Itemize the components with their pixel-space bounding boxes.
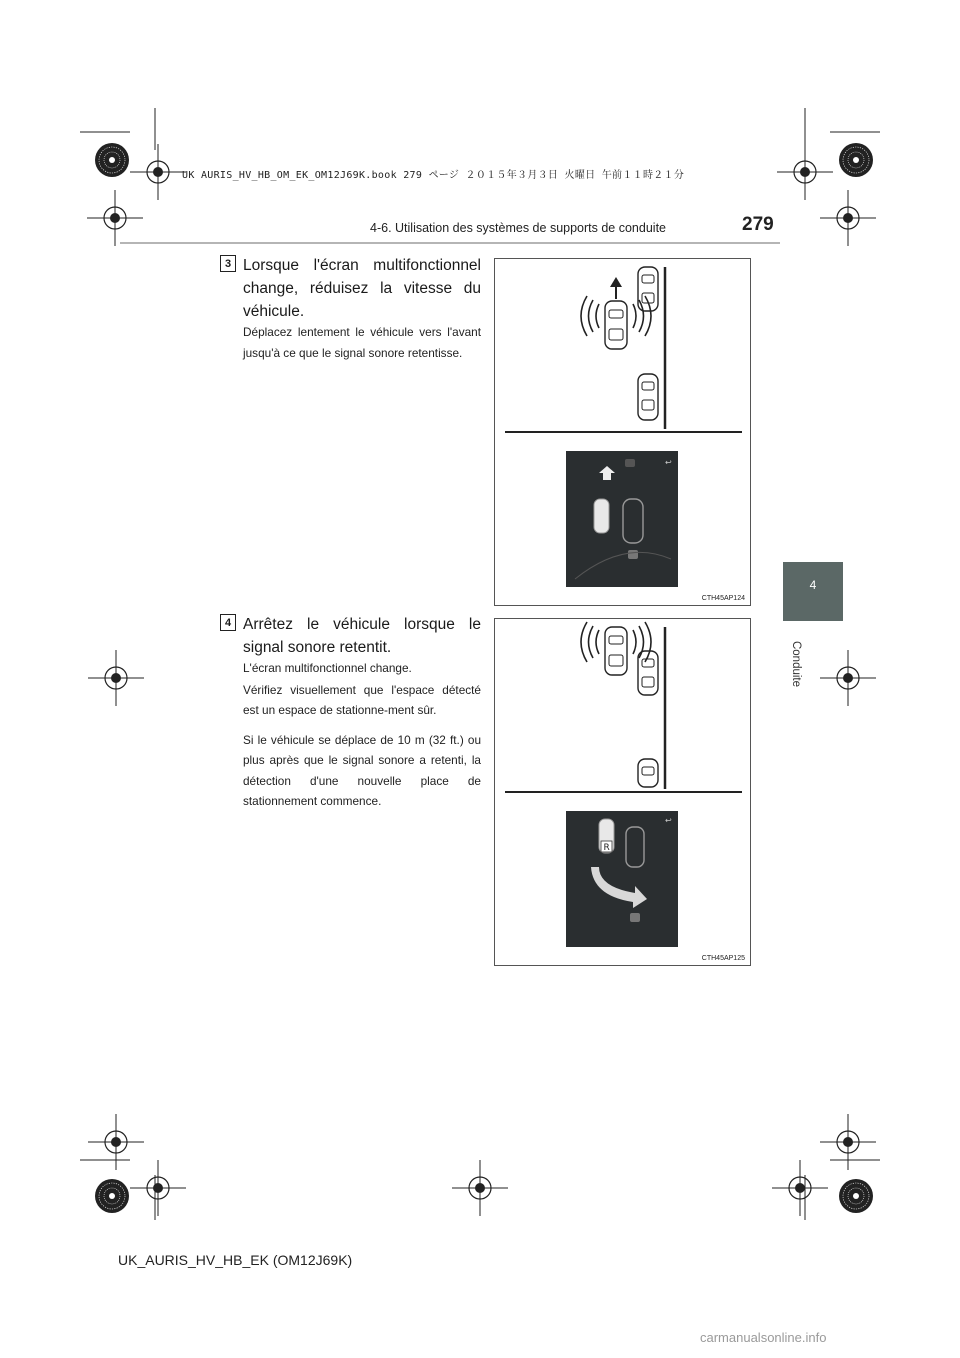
chapter-label: Conduite bbox=[790, 640, 802, 688]
svg-text:↩: ↩ bbox=[665, 458, 672, 467]
header-divider bbox=[120, 242, 780, 244]
step-title: Arrêtez le véhicule lorsque le signal sonore retentit. bbox=[243, 616, 481, 656]
step-paragraph: L'écran multifonctionnel change. bbox=[243, 661, 412, 675]
step-title: Lorsque l'écran multifonctionnel change, réduisez la vitesse du véhicule. bbox=[243, 257, 481, 320]
moving-car-icon bbox=[581, 296, 651, 349]
chapter-label-container bbox=[786, 640, 806, 700]
gear-indicator: R bbox=[603, 843, 610, 853]
model-code-footer: UK_AURIS_HV_HB_EK (OM12J69K) bbox=[118, 1252, 353, 1268]
parked-car-icon bbox=[638, 759, 658, 787]
multi-information-display bbox=[566, 811, 678, 947]
figure-code: CTH45AP124 bbox=[701, 595, 745, 602]
illustration-parking-stop bbox=[494, 618, 751, 966]
step-body bbox=[243, 658, 481, 821]
chapter-tab bbox=[783, 562, 843, 621]
section-title: 4-6. Utilisation des systèmes de supports de conduite bbox=[370, 221, 666, 235]
step-paragraph: Déplacez lentement le véhicule vers l'avant jusqu'à ce que le signal sonore retentisse. bbox=[243, 325, 481, 360]
multi-information-display bbox=[566, 451, 678, 587]
figure-code: CTH45AP125 bbox=[701, 955, 745, 962]
step-paragraph: Si le véhicule se déplace de 10 m (32 ft.) ou plus après que le signal sonore a retenti, la détection d'une nouvelle place de stationnement commence. bbox=[243, 732, 481, 808]
parking-diagram bbox=[495, 619, 750, 965]
chapter-number: 4 bbox=[809, 578, 817, 592]
parking-diagram bbox=[495, 259, 750, 605]
page-number: 279 bbox=[742, 214, 774, 235]
step-badge: 3 bbox=[220, 255, 236, 272]
watermark: carmanualsonline.info bbox=[700, 1330, 827, 1345]
step-paragraph: Vérifiez visuellement que l'espace détecté est un espace de stationne-ment sûr. bbox=[243, 682, 481, 717]
step-body bbox=[243, 322, 481, 372]
parked-car-icon bbox=[638, 374, 658, 420]
step-badge: 4 bbox=[220, 614, 236, 631]
illustration-parking-approach bbox=[494, 258, 751, 606]
arrow-up-icon bbox=[610, 277, 622, 299]
book-file-line: UK AURIS_HV_HB_OM_EK_OM12J69K.book 279 ページ ２０１５年３月３日 火曜日 午前１１時２１分 bbox=[182, 170, 685, 181]
svg-text:↩: ↩ bbox=[665, 816, 672, 825]
